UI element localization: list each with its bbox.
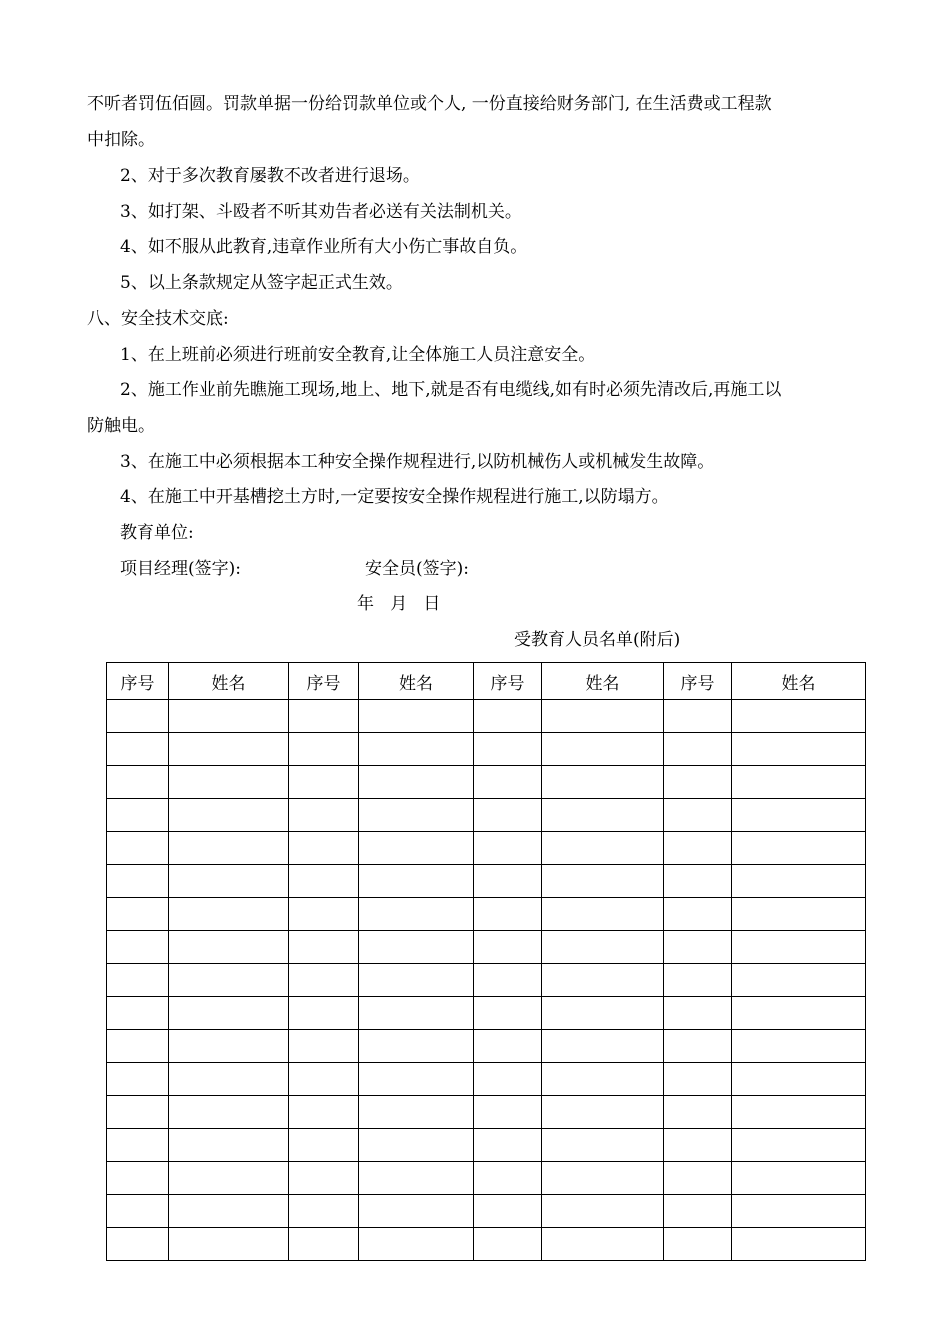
table-cell: [107, 1063, 169, 1096]
table-cell: [542, 964, 664, 997]
table-cell: [542, 865, 664, 898]
table-cell: [732, 865, 866, 898]
table-cell: [474, 931, 542, 964]
table-cell: [664, 898, 732, 931]
table-cell: [542, 700, 664, 733]
roster-title: 受教育人员名单(附后): [514, 630, 681, 650]
table-cell: [542, 898, 664, 931]
table-cell: [289, 997, 359, 1030]
table-cell: [169, 733, 289, 766]
table-cell: [169, 865, 289, 898]
date-line: 年 月 日: [357, 594, 441, 614]
table-cell: [732, 733, 866, 766]
table-row: [107, 766, 866, 799]
table-cell: [107, 964, 169, 997]
table-cell: [359, 1063, 474, 1096]
p1-line2: 中扣除。: [87, 130, 155, 150]
table-cell: [289, 832, 359, 865]
table-cell: [542, 997, 664, 1030]
section-8-heading: 八、安全技术交底:: [87, 309, 229, 329]
table-cell: [359, 964, 474, 997]
table-cell: [542, 1129, 664, 1162]
table-cell: [732, 898, 866, 931]
table-cell: [107, 997, 169, 1030]
header-seq-3: 序号: [474, 663, 542, 700]
table-cell: [664, 1096, 732, 1129]
table-cell: [664, 1063, 732, 1096]
table-cell: [732, 1063, 866, 1096]
table-cell: [542, 1162, 664, 1195]
table-row: [107, 898, 866, 931]
table-cell: [289, 766, 359, 799]
table-cell: [169, 931, 289, 964]
table-cell: [359, 931, 474, 964]
table-cell: [359, 1162, 474, 1195]
table-row: [107, 733, 866, 766]
table-cell: [732, 1162, 866, 1195]
table-cell: [664, 1228, 732, 1261]
table-cell: [107, 733, 169, 766]
table-cell: [169, 700, 289, 733]
header-seq-2: 序号: [289, 663, 359, 700]
table-cell: [542, 1096, 664, 1129]
table-cell: [169, 1195, 289, 1228]
table-cell: [169, 832, 289, 865]
table-cell: [664, 964, 732, 997]
table-row: [107, 997, 866, 1030]
table-cell: [289, 733, 359, 766]
table-cell: [289, 1228, 359, 1261]
header-seq-4: 序号: [664, 663, 732, 700]
section-8-item-2-line1: 2、施工作业前先瞧施工现场,地上、地下,就是否有电缆线,如有时必须先清改后,再施工以: [120, 380, 782, 400]
safety-officer-signature-label: 安全员(签字):: [365, 559, 469, 579]
item-3: 3、如打架、斗殴者不听其劝告者必送有关法制机关。: [120, 202, 522, 222]
table-cell: [359, 1129, 474, 1162]
table-cell: [664, 1030, 732, 1063]
table-row: [107, 700, 866, 733]
table-cell: [169, 997, 289, 1030]
roster-table: [106, 662, 866, 1261]
table-cell: [474, 865, 542, 898]
table-cell: [359, 832, 474, 865]
table-row: [107, 865, 866, 898]
table-cell: [474, 1195, 542, 1228]
table-cell: [732, 700, 866, 733]
table-cell: [664, 1195, 732, 1228]
table-cell: [359, 997, 474, 1030]
table-cell: [474, 766, 542, 799]
table-row: [107, 1096, 866, 1129]
table-cell: [289, 931, 359, 964]
header-seq-1: 序号: [107, 663, 169, 700]
table-cell: [107, 898, 169, 931]
table-cell: [169, 898, 289, 931]
table-cell: [107, 766, 169, 799]
table-cell: [474, 1228, 542, 1261]
table-row: [107, 1162, 866, 1195]
table-row: [107, 1063, 866, 1096]
table-cell: [169, 1162, 289, 1195]
table-cell: [664, 766, 732, 799]
table-cell: [359, 766, 474, 799]
table-cell: [542, 1030, 664, 1063]
table-cell: [732, 964, 866, 997]
table-cell: [732, 766, 866, 799]
table-cell: [169, 1129, 289, 1162]
table-cell: [289, 1162, 359, 1195]
table-cell: [169, 1228, 289, 1261]
table-cell: [107, 700, 169, 733]
table-cell: [107, 1195, 169, 1228]
section-8-item-3: 3、在施工中必须根据本工种安全操作规程进行,以防机械伤人或机械发生故障。: [120, 452, 715, 472]
table-cell: [107, 799, 169, 832]
table-cell: [664, 799, 732, 832]
table-cell: [474, 1063, 542, 1096]
section-8-item-2-line2: 防触电。: [87, 416, 155, 436]
table-cell: [169, 964, 289, 997]
item-4: 4、如不服从此教育,违章作业所有大小伤亡事故自负。: [120, 237, 528, 257]
table-row: [107, 1030, 866, 1063]
table-cell: [107, 1030, 169, 1063]
table-cell: [474, 1030, 542, 1063]
table-cell: [359, 733, 474, 766]
table-cell: [359, 1228, 474, 1261]
section-8-item-4: 4、在施工中开基槽挖土方时,一定要按安全操作规程进行施工,以防塌方。: [120, 487, 669, 507]
table-row: [107, 964, 866, 997]
table-cell: [359, 799, 474, 832]
table-cell: [732, 1228, 866, 1261]
table-cell: [289, 898, 359, 931]
roster-header-row: [107, 663, 866, 700]
table-cell: [474, 832, 542, 865]
table-cell: [542, 931, 664, 964]
table-cell: [474, 700, 542, 733]
table-cell: [359, 1195, 474, 1228]
header-name-2: 姓名: [359, 663, 474, 700]
table-cell: [107, 1129, 169, 1162]
table-cell: [359, 1030, 474, 1063]
table-cell: [474, 1162, 542, 1195]
table-cell: [732, 931, 866, 964]
table-cell: [664, 865, 732, 898]
table-cell: [289, 1063, 359, 1096]
p1-line1: 不听者罚伍佰圆。罚款单据一份给罚款单位或个人, 一份直接给财务部门, 在生活费或工程款: [87, 94, 772, 114]
table-cell: [289, 865, 359, 898]
table-cell: [474, 1129, 542, 1162]
table-cell: [664, 931, 732, 964]
table-cell: [732, 1195, 866, 1228]
table-cell: [289, 799, 359, 832]
table-row: [107, 1228, 866, 1261]
table-cell: [732, 997, 866, 1030]
table-cell: [289, 700, 359, 733]
education-unit-label: 教育单位:: [120, 523, 194, 543]
item-5: 5、以上条款规定从签字起正式生效。: [120, 273, 403, 293]
table-cell: [542, 1195, 664, 1228]
table-cell: [542, 832, 664, 865]
table-cell: [169, 1030, 289, 1063]
table-row: [107, 1129, 866, 1162]
table-row: [107, 1195, 866, 1228]
table-cell: [732, 832, 866, 865]
item-2: 2、对于多次教育屡教不改者进行退场。: [120, 166, 420, 186]
table-cell: [359, 865, 474, 898]
table-cell: [474, 733, 542, 766]
table-cell: [664, 832, 732, 865]
header-name-4: 姓名: [732, 663, 866, 700]
table-cell: [169, 799, 289, 832]
table-cell: [289, 1030, 359, 1063]
table-cell: [664, 997, 732, 1030]
table-cell: [107, 931, 169, 964]
table-cell: [474, 1096, 542, 1129]
header-name-1: 姓名: [169, 663, 289, 700]
section-8-item-1: 1、在上班前必须进行班前安全教育,让全体施工人员注意安全。: [120, 345, 596, 365]
table-cell: [289, 1129, 359, 1162]
table-cell: [542, 766, 664, 799]
table-cell: [359, 898, 474, 931]
table-cell: [474, 964, 542, 997]
table-cell: [169, 1096, 289, 1129]
table-cell: [169, 1063, 289, 1096]
table-cell: [169, 766, 289, 799]
table-cell: [542, 799, 664, 832]
table-cell: [289, 964, 359, 997]
table-cell: [474, 898, 542, 931]
table-cell: [289, 1195, 359, 1228]
table-cell: [359, 1096, 474, 1129]
table-row: [107, 799, 866, 832]
table-cell: [542, 733, 664, 766]
table-cell: [542, 1228, 664, 1261]
table-cell: [732, 1096, 866, 1129]
table-cell: [664, 1129, 732, 1162]
table-cell: [732, 799, 866, 832]
table-cell: [107, 1228, 169, 1261]
table-cell: [107, 1096, 169, 1129]
table-row: [107, 931, 866, 964]
project-manager-signature-label: 项目经理(签字):: [120, 559, 241, 579]
table-row: [107, 832, 866, 865]
table-cell: [542, 1063, 664, 1096]
table-cell: [289, 1096, 359, 1129]
table-cell: [107, 865, 169, 898]
table-cell: [732, 1030, 866, 1063]
table-cell: [664, 733, 732, 766]
table-cell: [732, 1129, 866, 1162]
table-cell: [107, 1162, 169, 1195]
table-cell: [474, 997, 542, 1030]
table-cell: [107, 832, 169, 865]
header-name-3: 姓名: [542, 663, 664, 700]
roster-body: [107, 663, 866, 1261]
table-cell: [664, 700, 732, 733]
table-cell: [664, 1162, 732, 1195]
table-cell: [474, 799, 542, 832]
table-cell: [359, 700, 474, 733]
